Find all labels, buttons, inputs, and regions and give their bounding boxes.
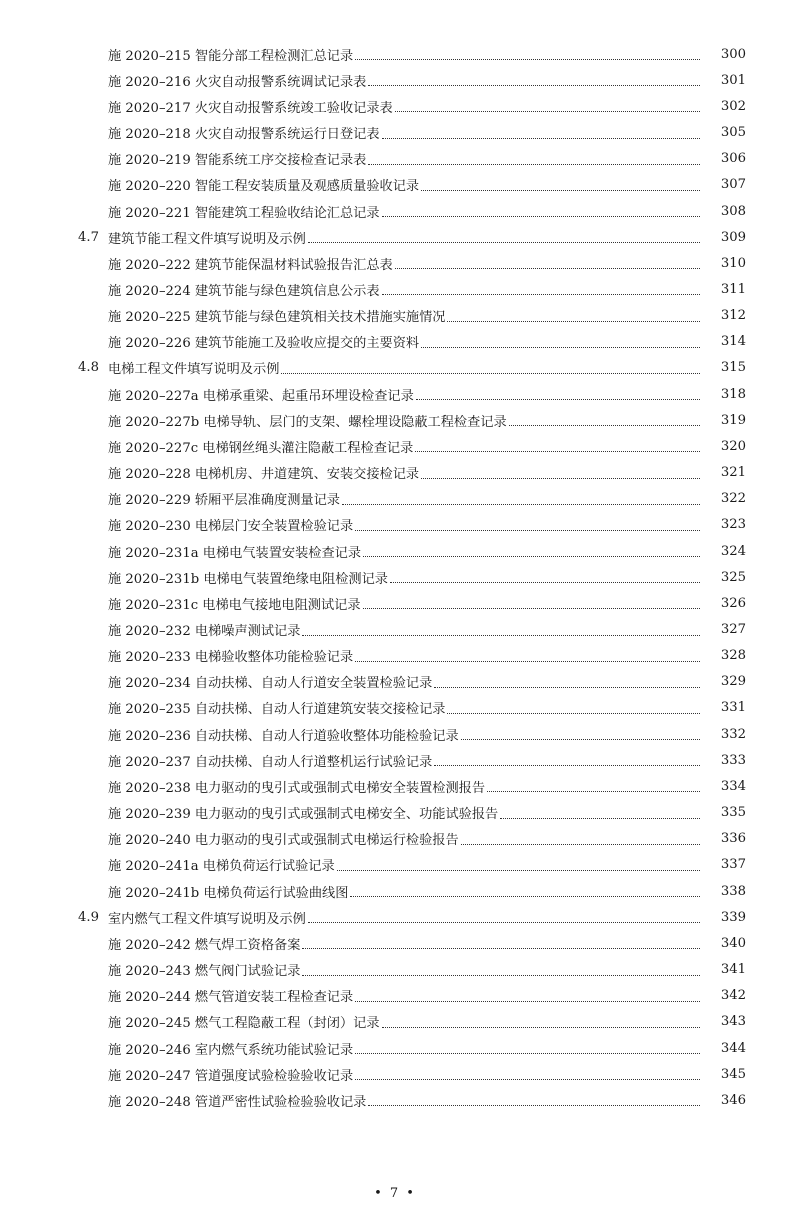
toc-title: 施 2020–231c 电梯电气接地电阻测试记录 (108, 597, 361, 613)
toc-title: 施 2020–229 轿厢平层准确度测量记录 (108, 493, 340, 509)
toc-dot-leader (487, 790, 700, 792)
toc-dot-leader (500, 817, 700, 819)
toc-section-number: 4.7 (78, 229, 99, 245)
toc-page-number: 319 (720, 412, 746, 428)
toc-dot-leader (308, 241, 700, 243)
toc-entry-row[interactable] (0, 119, 790, 145)
toc-title: 施 2020–246 室内燃气系统功能试验记录 (108, 1042, 354, 1058)
toc-dot-leader (302, 634, 700, 636)
toc-title: 施 2020–235 自动扶梯、自动人行道建筑安装交接检记录 (108, 702, 446, 718)
toc-dot-leader (447, 712, 700, 714)
toc-page-number: 328 (720, 648, 746, 664)
toc-page-number: 300 (720, 46, 746, 62)
toc-entry-row[interactable] (0, 250, 790, 276)
toc-title: 施 2020–224 建筑节能与绿色建筑信息公示表 (108, 283, 380, 299)
toc-entry-row[interactable] (0, 538, 790, 564)
toc-entry-row[interactable] (0, 878, 790, 904)
toc-title: 施 2020–239 电力驱动的曳引式或强制式电梯安全、功能试验报告 (108, 807, 499, 823)
toc-title: 施 2020–217 火灾自动报警系统竣工验收记录表 (108, 100, 393, 116)
toc-entry-row[interactable] (0, 433, 790, 459)
toc-page-number: 327 (720, 622, 746, 638)
toc-section-number: 4.8 (78, 360, 99, 376)
toc-entry-row[interactable] (0, 773, 790, 799)
toc-entry-row[interactable] (0, 67, 790, 93)
toc-page-number: 337 (720, 857, 746, 873)
toc-entry-row[interactable] (0, 669, 790, 695)
toc-entry-row[interactable] (0, 93, 790, 119)
toc-entry-row[interactable] (0, 800, 790, 826)
toc-title: 施 2020–218 火灾自动报警系统运行日登记表 (108, 127, 380, 143)
page-number: • 7 • (374, 1186, 416, 1201)
toc-page-number: 306 (720, 151, 746, 167)
toc-title: 施 2020–231a 电梯电气装置安装检查记录 (108, 545, 362, 561)
toc-dot-leader (416, 398, 700, 400)
toc-page-number: 323 (720, 517, 746, 533)
toc-page-number: 301 (720, 72, 746, 88)
toc-page-number: 333 (720, 752, 746, 768)
toc-entry-row[interactable] (0, 747, 790, 773)
toc-title: 施 2020–248 管道严密性试验检验验收记录 (108, 1094, 367, 1110)
toc-page-number: 324 (720, 543, 746, 559)
toc-title: 建筑节能工程文件填写说明及示例 (108, 231, 306, 247)
toc-dot-leader (363, 607, 700, 609)
toc-title: 电梯工程文件填写说明及示例 (108, 362, 280, 378)
toc-page-number: 312 (720, 308, 746, 324)
toc-dot-leader (395, 110, 700, 112)
toc-title: 施 2020–247 管道强度试验检验验收记录 (108, 1068, 354, 1084)
toc-title: 施 2020–232 电梯噪声测试记录 (108, 624, 301, 640)
toc-title: 施 2020–227c 电梯钢丝绳头灌注隐蔽工程检查记录 (108, 440, 414, 456)
toc-dot-leader (421, 189, 700, 191)
toc-page-number: 331 (720, 700, 746, 716)
toc-section-row[interactable] (0, 224, 790, 250)
toc-dot-leader (337, 869, 700, 871)
toc-page-number: 308 (720, 203, 746, 219)
toc-title: 施 2020–242 燃气焊工资格备案 (108, 937, 301, 953)
toc-dot-leader (355, 58, 700, 60)
toc-entry-row[interactable] (0, 172, 790, 198)
toc-dot-leader (363, 555, 700, 557)
toc-entry-row[interactable] (0, 146, 790, 172)
toc-entry-row[interactable] (0, 721, 790, 747)
toc-title: 施 2020–215 智能分部工程检测汇总记录 (108, 48, 354, 64)
toc-page-number: 311 (720, 281, 746, 297)
toc-page-number: 315 (720, 360, 746, 376)
toc-dot-leader (302, 974, 700, 976)
toc-section-number: 4.9 (78, 909, 99, 925)
toc-page-number: 302 (720, 98, 746, 114)
toc-entry-row[interactable] (0, 303, 790, 329)
toc-entry-row[interactable] (0, 329, 790, 355)
toc-section-row[interactable] (0, 355, 790, 381)
toc-dot-leader (509, 424, 700, 426)
toc-title: 施 2020–226 建筑节能施工及验收应提交的主要资料 (108, 336, 420, 352)
toc-dot-leader (342, 503, 700, 505)
toc-page-number: 310 (720, 255, 746, 271)
toc-dot-leader (382, 1026, 700, 1028)
toc-title: 施 2020–227a 电梯承重梁、起重吊环埋设检查记录 (108, 388, 414, 404)
toc-dot-leader (368, 84, 700, 86)
toc-title: 施 2020–234 自动扶梯、自动人行道安全装置检验记录 (108, 676, 433, 692)
toc-title: 施 2020–233 电梯验收整体功能检验记录 (108, 650, 354, 666)
toc-entry-row[interactable] (0, 930, 790, 956)
toc-dot-leader (461, 843, 700, 845)
toc-page-number: 341 (720, 962, 746, 978)
toc-entry-row[interactable] (0, 1035, 790, 1061)
toc-title: 施 2020–221 智能建筑工程验收结论汇总记录 (108, 205, 380, 221)
toc-page-number: 342 (720, 988, 746, 1004)
toc-title: 施 2020–244 燃气管道安装工程检查记录 (108, 990, 354, 1006)
toc-page-number: 314 (720, 334, 746, 350)
toc-dot-leader (368, 163, 700, 165)
toc-dot-leader (461, 738, 700, 740)
toc-dot-leader (415, 450, 700, 452)
toc-title: 室内燃气工程文件填写说明及示例 (108, 911, 306, 927)
toc-dot-leader (350, 895, 700, 897)
toc-page-number: 339 (720, 909, 746, 925)
toc-title: 施 2020–231b 电梯电气装置绝缘电阻检测记录 (108, 571, 388, 587)
toc-page-number: 345 (720, 1066, 746, 1082)
table-of-contents (0, 41, 790, 1113)
toc-page-number: 335 (720, 805, 746, 821)
toc-page-number: 320 (720, 438, 746, 454)
toc-title: 施 2020–228 电梯机房、井道建筑、安装交接检记录 (108, 467, 420, 483)
toc-title: 施 2020–245 燃气工程隐蔽工程（封闭）记录 (108, 1016, 380, 1032)
toc-dot-leader (368, 1104, 700, 1106)
toc-page-number: 325 (720, 569, 746, 585)
toc-title: 施 2020–243 燃气阀门试验记录 (108, 964, 301, 980)
toc-title: 施 2020–227b 电梯导轨、层门的支架、螺栓埋设隐蔽工程检查记录 (108, 414, 507, 430)
toc-dot-leader (421, 477, 700, 479)
toc-page-number: 336 (720, 831, 746, 847)
toc-dot-leader (382, 293, 700, 295)
toc-title: 施 2020–236 自动扶梯、自动人行道验收整体功能检验记录 (108, 728, 459, 744)
toc-entry-row[interactable] (0, 956, 790, 982)
toc-dot-leader (390, 581, 700, 583)
toc-entry-row[interactable] (0, 460, 790, 486)
toc-dot-leader (434, 686, 700, 688)
toc-page-number: 305 (720, 125, 746, 141)
toc-title: 施 2020–225 建筑节能与绿色建筑相关技术措施实施情况 (108, 310, 446, 326)
toc-entry-row[interactable] (0, 564, 790, 590)
toc-dot-leader (382, 215, 700, 217)
toc-dot-leader (382, 137, 700, 139)
toc-page-number: 346 (720, 1092, 746, 1108)
toc-title: 施 2020–241b 电梯负荷运行试验曲线图 (108, 885, 349, 901)
toc-page-number: 322 (720, 491, 746, 507)
toc-entry-row[interactable] (0, 983, 790, 1009)
toc-page-number: 340 (720, 935, 746, 951)
toc-title: 施 2020–230 电梯层门安全装置检验记录 (108, 519, 354, 535)
toc-dot-leader (302, 947, 700, 949)
toc-entry-row[interactable] (0, 643, 790, 669)
toc-page-number: 307 (720, 177, 746, 193)
toc-entry-row[interactable] (0, 852, 790, 878)
toc-entry-row[interactable] (0, 695, 790, 721)
toc-entry-row[interactable] (0, 1009, 790, 1035)
toc-title: 施 2020–238 电力驱动的曳引式或强制式电梯安全装置检测报告 (108, 780, 486, 796)
toc-section-row[interactable] (0, 904, 790, 930)
toc-dot-leader (355, 660, 700, 662)
toc-title: 施 2020–240 电力驱动的曳引式或强制式电梯运行检验报告 (108, 833, 459, 849)
toc-entry-row[interactable] (0, 381, 790, 407)
toc-page-number: 329 (720, 674, 746, 690)
toc-dot-leader (355, 1052, 700, 1054)
toc-title: 施 2020–222 建筑节能保温材料试验报告汇总表 (108, 257, 393, 273)
toc-entry-row[interactable] (0, 1061, 790, 1087)
toc-page-number: 309 (720, 229, 746, 245)
toc-entry-row[interactable] (0, 41, 790, 67)
toc-entry-row[interactable] (0, 276, 790, 302)
toc-entry-row[interactable] (0, 590, 790, 616)
toc-entry-row[interactable] (0, 512, 790, 538)
toc-page-number: 326 (720, 595, 746, 611)
toc-entry-row[interactable] (0, 1087, 790, 1113)
toc-page-number: 321 (720, 465, 746, 481)
toc-entry-row[interactable] (0, 486, 790, 512)
toc-title: 施 2020–219 智能系统工序交接检查记录表 (108, 153, 367, 169)
toc-page-number: 343 (720, 1014, 746, 1030)
toc-page-number: 338 (720, 883, 746, 899)
toc-page-number: 344 (720, 1040, 746, 1056)
toc-page-number: 332 (720, 726, 746, 742)
toc-dot-leader (355, 529, 700, 531)
toc-title: 施 2020–220 智能工程安装质量及观感质量验收记录 (108, 179, 420, 195)
toc-dot-leader (355, 1078, 700, 1080)
toc-dot-leader (308, 921, 700, 923)
toc-entry-row[interactable] (0, 407, 790, 433)
toc-dot-leader (421, 346, 700, 348)
toc-title: 施 2020–237 自动扶梯、自动人行道整机运行试验记录 (108, 754, 433, 770)
toc-dot-leader (355, 1000, 700, 1002)
toc-entry-row[interactable] (0, 826, 790, 852)
toc-page-number: 318 (720, 386, 746, 402)
toc-dot-leader (447, 320, 700, 322)
toc-entry-row[interactable] (0, 198, 790, 224)
toc-page-number: 334 (720, 778, 746, 794)
toc-dot-leader (395, 267, 700, 269)
toc-title: 施 2020–241a 电梯负荷运行试验记录 (108, 859, 335, 875)
toc-entry-row[interactable] (0, 616, 790, 642)
toc-dot-leader (434, 764, 700, 766)
toc-title: 施 2020–216 火灾自动报警系统调试记录表 (108, 74, 367, 90)
toc-dot-leader (281, 372, 700, 374)
